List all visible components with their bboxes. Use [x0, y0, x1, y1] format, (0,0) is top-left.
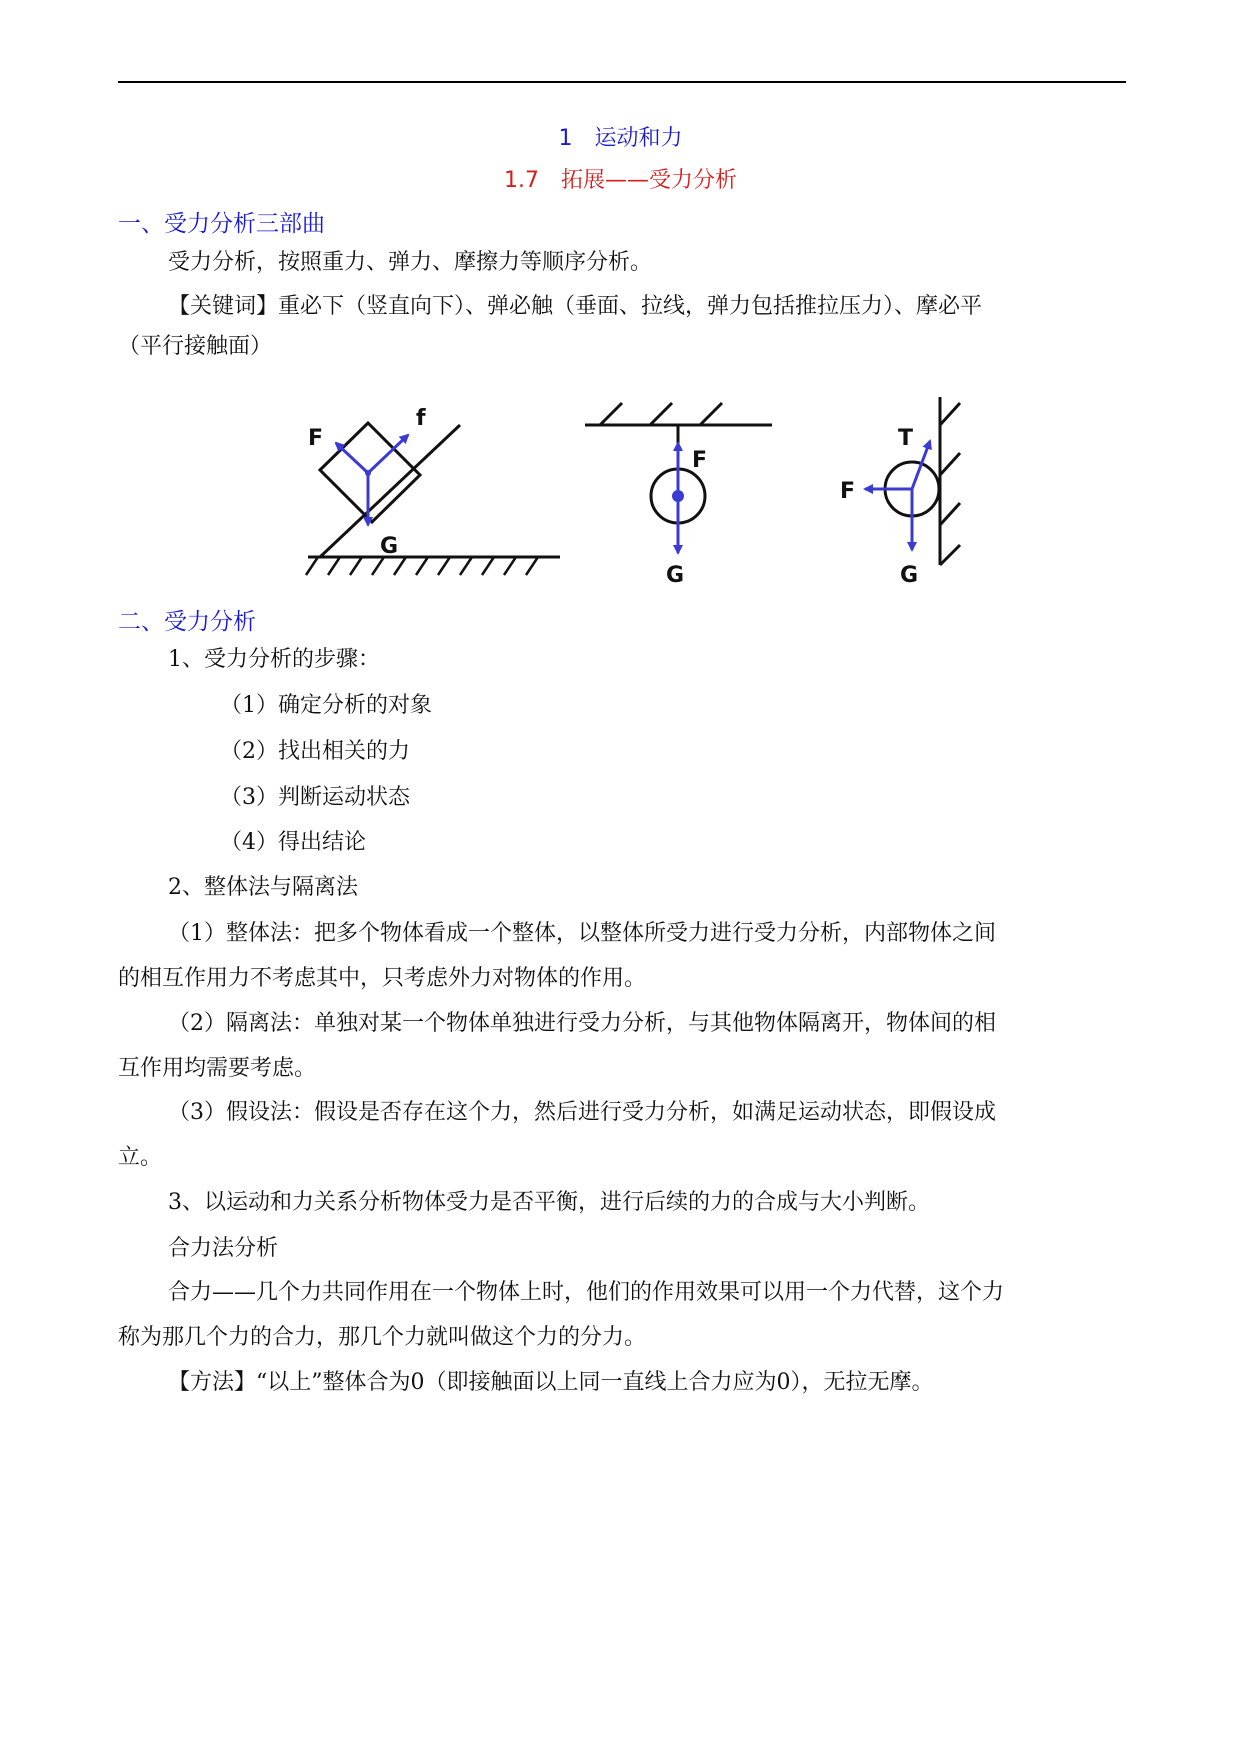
incline-diagram [306, 423, 560, 575]
incline-label-F: F [308, 426, 324, 451]
section1-intro: 受力分析，按照重力、弹力、摩擦力等顺序分析。 [168, 250, 653, 275]
hypothesis-method-line-2: 立。 [118, 1145, 163, 1170]
incline-label-G: G [380, 534, 399, 559]
force-diagrams [300, 395, 980, 590]
step-3: （3）判断运动状态 [220, 785, 410, 810]
section1-heading: 一、受力分析三部曲 [118, 211, 325, 237]
resultant-line-1: 合力——几个力共同作用在一个物体上时，他们的作用效果可以用一个力代替，这个力 [168, 1280, 1005, 1305]
steps-title: 1、受力分析的步骤： [168, 647, 380, 672]
hanging-label-F: F [692, 448, 708, 473]
resultant-line-2: 称为那几个力的合力，那几个力就叫做这个力的分力。 [118, 1325, 647, 1350]
step-1: （1）确定分析的对象 [220, 693, 432, 718]
incline-normal-arrow [336, 443, 368, 473]
method-note: 【方法】“以上”整体合为0（即接触面以上同一直线上合力应为0），无拉无摩。 [168, 1370, 934, 1395]
whole-method-line-1: （1）整体法：把多个物体看成一个整体，以整体所受力进行受力分析，内部物体之间 [168, 921, 996, 946]
section-title: 1.7 拓展——受力分析 [504, 168, 737, 193]
keywords-line-1: 【关键词】重必下（竖直向下）、弹必触（垂面、拉线，弹力包括推拉压力）、摩必平 [168, 294, 983, 319]
step-2: （2）找出相关的力 [220, 739, 410, 764]
isolation-method-line-1: （2）隔离法：单独对某一个物体单独进行受力分析，与其他物体隔离开，物体间的相 [168, 1011, 996, 1036]
ground-hatch [306, 557, 538, 575]
top-rule [118, 81, 1126, 83]
section2-heading: 二、受力分析 [118, 609, 256, 635]
methods-title: 2、整体法与隔离法 [168, 875, 358, 900]
whole-method-line-2: 的相互作用力不考虑其中，只考虑外力对物体的作用。 [118, 966, 647, 991]
isolation-method-line-2: 互作用均需要考虑。 [118, 1056, 317, 1081]
step-4: （4）得出结论 [220, 830, 366, 855]
point-3: 3、以运动和力关系分析物体受力是否平衡，进行后续的力的合成与大小判断。 [168, 1190, 930, 1215]
wall-diagram [885, 397, 960, 565]
keywords-line-2: （平行接触面） [118, 334, 273, 359]
wall-label-G: G [900, 563, 919, 588]
hanging-label-G: G [666, 563, 685, 588]
incline-label-f: f [416, 406, 426, 431]
chapter-title: 1 运动和力 [558, 126, 683, 151]
incline-friction-arrow [368, 435, 408, 473]
hypothesis-method-line-1: （3）假设法：假设是否存在这个力，然后进行受力分析，如满足运动状态，即假设成 [168, 1100, 996, 1125]
wall-label-T: T [898, 426, 914, 451]
resultant-title: 合力法分析 [168, 1236, 279, 1261]
wall-label-F: F [840, 479, 856, 504]
